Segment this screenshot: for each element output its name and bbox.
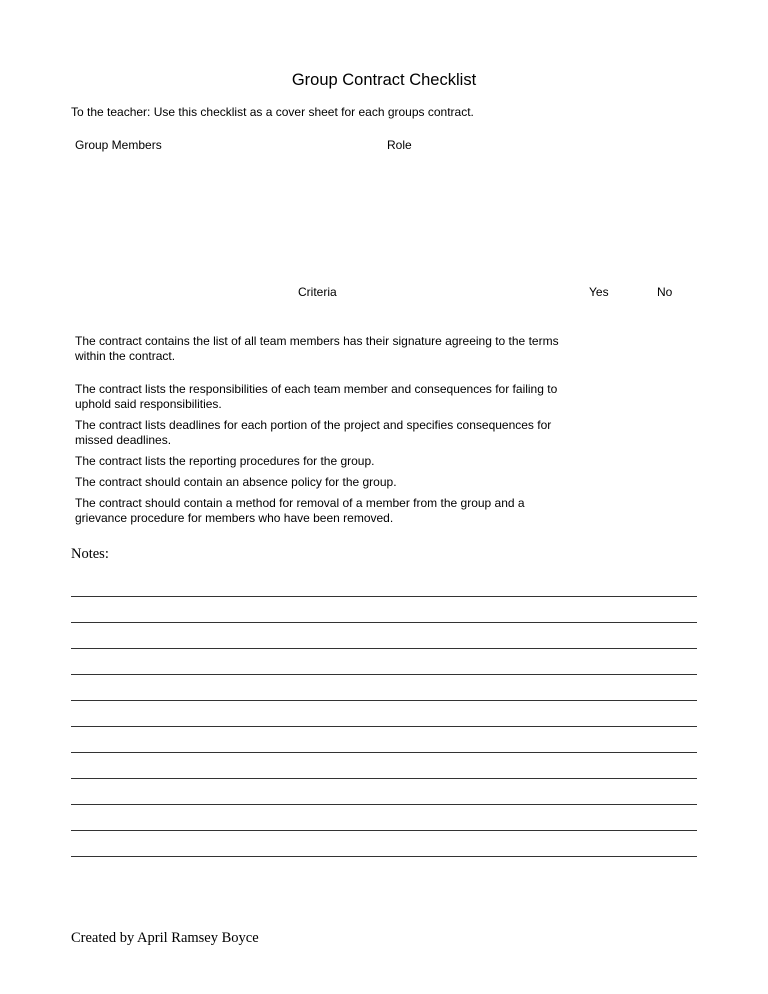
criteria-item: The contract contains the list of all team members has their signature agreeing to the terms within the contract. [75,334,559,363]
notes-writing-line [71,856,697,857]
criteria-header: Criteria [298,285,337,299]
page-title: Group Contract Checklist [291,71,477,89]
notes-writing-line [71,700,697,701]
criteria-item: The contract lists the reporting procedures for the group. [75,454,375,468]
author-credit: Created by April Ramsey Boyce [71,930,259,946]
notes-writing-line [71,622,697,623]
criteria-item: The contract should contain a method for removal of a member from the group and a grievance procedure for members who have been removed. [75,496,525,525]
criteria-item: The contract lists deadlines for each portion of the project and specifies consequences for missed deadlines. [75,418,552,447]
criteria-item: The contract lists the responsibilities of each team member and consequences for failing to uphold said responsibilities. [75,382,558,411]
criteria-item: The contract should contain an absence policy for the group. [75,475,397,489]
notes-writing-line [71,674,697,675]
notes-writing-line [71,596,697,597]
notes-writing-line [71,648,697,649]
notes-writing-line [71,804,697,805]
notes-writing-line [71,778,697,779]
group-members-header: Group Members [75,138,162,152]
no-header: No [657,285,673,299]
yes-header: Yes [589,285,609,299]
role-header: Role [387,138,412,152]
notes-writing-line [71,830,697,831]
notes-writing-line [71,726,697,727]
notes-label: Notes: [71,546,109,562]
teacher-instructions: To the teacher: Use this checklist as a cover sheet for each groups contract. [71,105,474,119]
notes-writing-line [71,752,697,753]
